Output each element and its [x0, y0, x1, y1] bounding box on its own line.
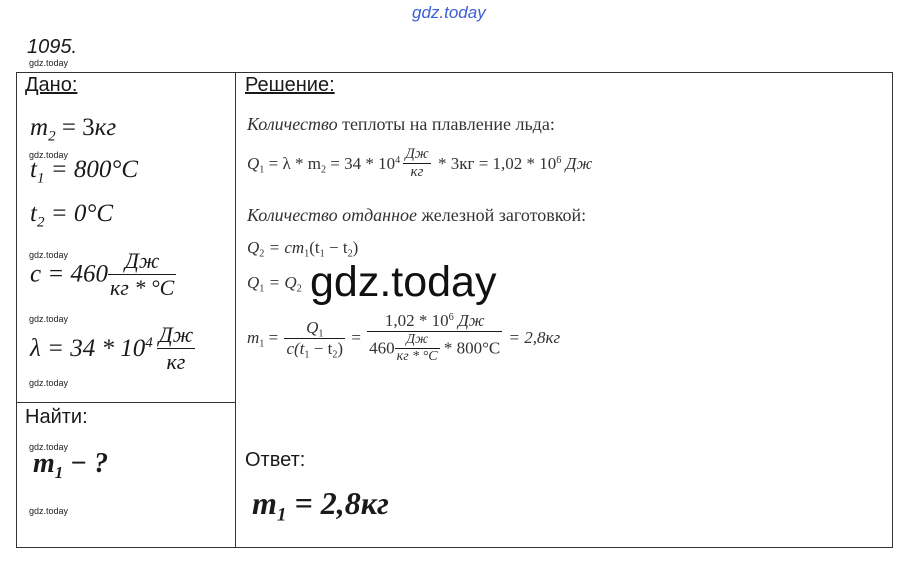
watermark-small: gdz.today [29, 58, 69, 68]
find-target: $m_1$ − ? [33, 448, 109, 482]
equation-m1: $m_1$ = $\frac{Q_1}{c(t_1 - t_2)}$ = $1,02 * 10^6$ Дж 460 $\frac{Дж}{кг * ^\circ С}$ * 800°C = 2,8кг [247, 311, 561, 364]
find-header: Найти: [25, 406, 88, 428]
problem-number: 1095. [27, 36, 78, 58]
watermark-small: gdz.today [29, 442, 69, 452]
given-t1: $t_1 = 800^\circ C$ [30, 156, 138, 187]
solution-header: Решение: [245, 74, 335, 96]
equation-q2: $Q_2 = cm_1(t_1 - t_2)$ [247, 238, 359, 260]
answer-value: $m_1 = 2,8кг$ [252, 485, 389, 526]
given-lambda: $\lambda = 34 * 10^4$ $\frac{Дж}{кг}$ [30, 322, 194, 374]
given-header: Дано: [25, 74, 78, 96]
given-c: c = 460 $\frac{Дж}{кг * ^\circ С}$ [30, 248, 175, 300]
watermark-small: gdz.today [29, 506, 69, 516]
watermark-small: gdz.today [29, 150, 69, 160]
watermark-large: gdz.today [310, 258, 497, 306]
watermark-small: gdz.today [29, 378, 69, 388]
given-t2: $t_2 = 0^\circ C$ [30, 200, 113, 231]
site-logo: gdz.today [412, 3, 486, 22]
given-m2: $m_2 = 3кг$ [30, 114, 117, 145]
watermark-small: gdz.today [29, 314, 69, 324]
solution-cell [235, 72, 893, 548]
solution-line-1: Количество теплоты на плавление льда: [247, 114, 555, 134]
solution-line-2: Количество отданное железной заготовкой: [247, 205, 587, 225]
answer-label: Ответ: [245, 449, 306, 471]
watermark-small: gdz.today [29, 250, 69, 260]
equation-q1: $Q_1 = \lambda * m_2 = 34 * 10^4$ $\frac{Дж}{кг}$ * $3кг = 1,02 * 10^6$ Дж [247, 146, 593, 180]
equation-q1-equals-q2: $Q_1 = Q_2$ [247, 273, 302, 295]
